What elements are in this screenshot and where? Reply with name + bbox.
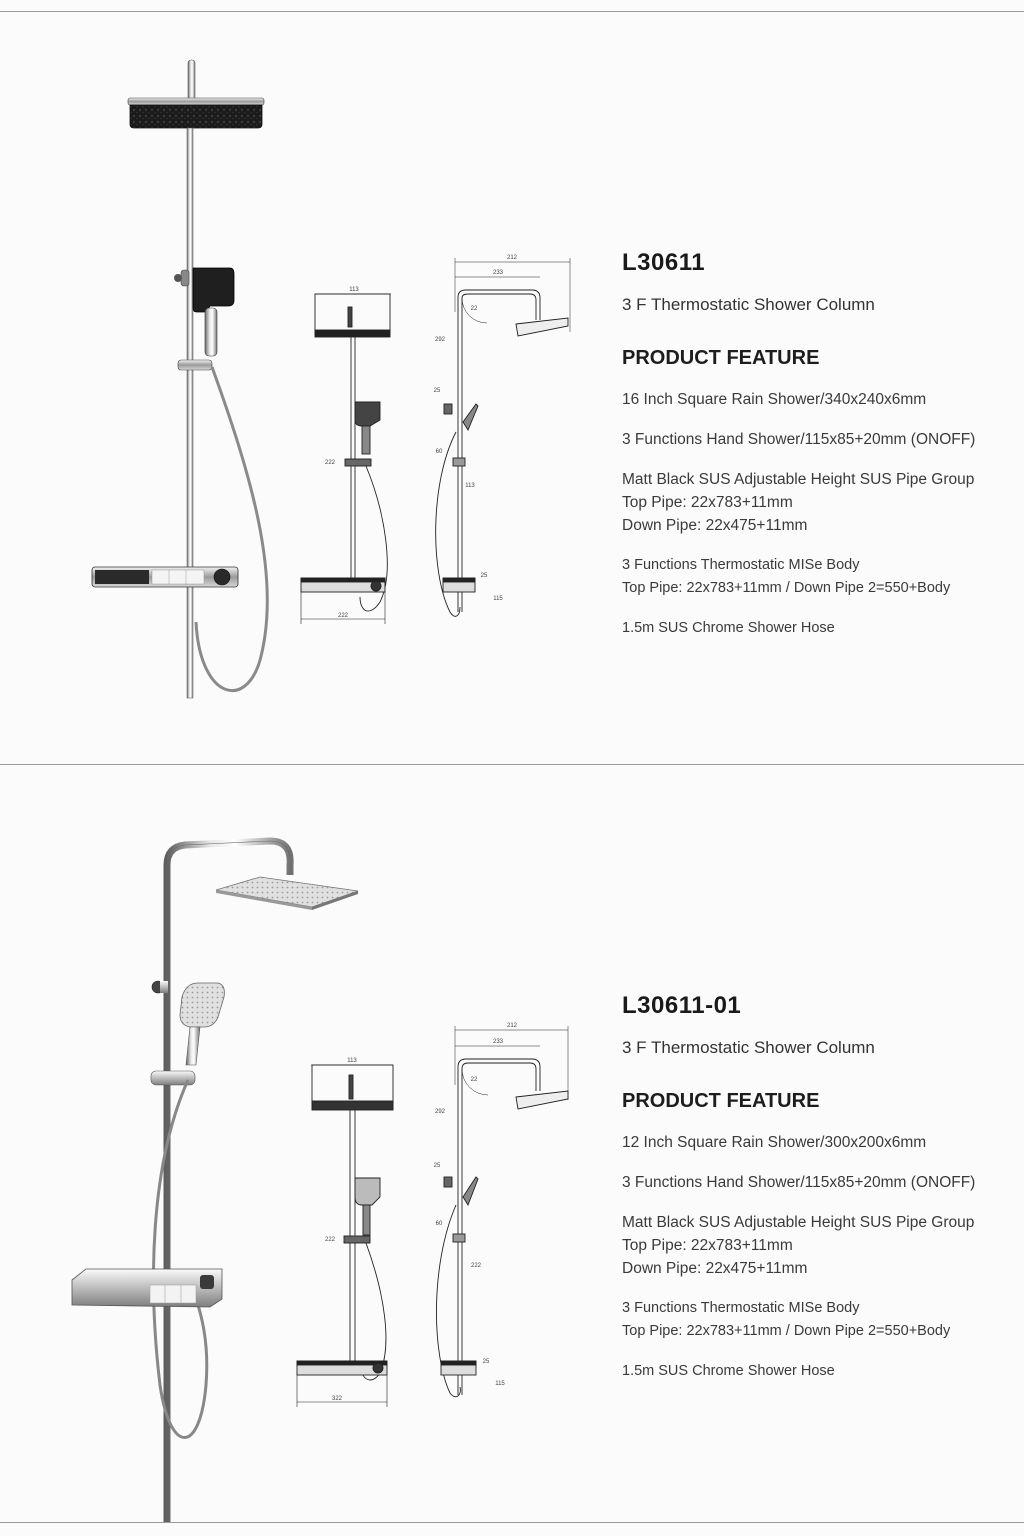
feature-line: 3 Functions Thermostatic MISe Body <box>622 1300 860 1317</box>
front-view-drawing <box>297 1058 393 1407</box>
rain-shower-head <box>130 105 262 128</box>
dim-front-top: 113 <box>347 1058 357 1064</box>
dim-side-d: 25 <box>482 1359 490 1365</box>
dim-side-arc: 22 <box>470 1077 478 1083</box>
product-section-l30611-01 <box>0 765 1024 1522</box>
feature-line: 3 Functions Hand Shower/115x85+20mm (ONOFF) <box>622 431 976 449</box>
feature-line: Down Pipe: 22x475+11mm <box>622 517 808 535</box>
rain-shower-head <box>216 877 358 907</box>
feature-heading: PRODUCT FEATURE <box>622 1090 820 1113</box>
dim-side-c: 222 <box>470 1263 482 1269</box>
dim-front-bottom: 322 <box>331 1396 343 1402</box>
feature-thermostatic-body <box>622 554 1017 600</box>
feature-hose <box>622 1360 1017 1383</box>
thermostatic-shelf <box>72 1269 222 1307</box>
dim-side-e: 115 <box>495 1381 505 1387</box>
dim-front-mid: 222 <box>324 460 336 466</box>
feature-heading: PRODUCT FEATURE <box>622 347 820 370</box>
feature-hand-shower <box>622 428 1017 451</box>
dim-side-arc: 22 <box>470 306 478 312</box>
product-model: L30611 <box>622 249 706 276</box>
shower-hose <box>196 367 267 691</box>
side-view-drawing <box>434 255 570 616</box>
hand-shower <box>180 983 224 1027</box>
feature-line: 16 Inch Square Rain Shower/340x240x6mm <box>622 391 927 409</box>
dim-side-left: 292 <box>434 1109 446 1115</box>
dim-side-c: 113 <box>465 483 475 489</box>
dim-side-d: 25 <box>480 573 488 579</box>
dim-side-top2: 233 <box>492 1039 504 1045</box>
feature-line: 3 Functions Thermostatic MISe Body <box>622 557 860 574</box>
dim-side-left: 292 <box>434 337 446 343</box>
dim-side-b: 60 <box>435 449 443 455</box>
product-illustration <box>0 765 600 1522</box>
dim-side-top: 212 <box>506 255 518 261</box>
feature-line: 1.5m SUS Chrome Shower Hose <box>622 1363 835 1380</box>
product-subtitle: 3 F Thermostatic Shower Column <box>622 1038 875 1057</box>
bottom-divider <box>0 1522 1024 1523</box>
feature-pipe-group <box>622 1211 1017 1280</box>
product-illustration <box>0 12 600 764</box>
product-info <box>622 251 1017 657</box>
feature-hand-shower <box>622 1171 1017 1194</box>
front-view-drawing <box>301 287 391 624</box>
feature-line: Down Pipe: 22x475+11mm <box>622 1260 808 1278</box>
product-model: L30611-01 <box>622 992 742 1019</box>
dim-front-mid: 222 <box>324 1237 336 1243</box>
product-section-l30611 <box>0 12 1024 764</box>
feature-list <box>622 1131 1017 1383</box>
feature-line: Top Pipe: 22x783+11mm <box>622 1237 793 1255</box>
side-view-drawing <box>434 1023 568 1397</box>
feature-line: Top Pipe: 22x783+11mm <box>622 494 793 512</box>
hand-shower <box>193 268 234 312</box>
feature-rain-shower <box>622 1131 1017 1154</box>
dim-side-top2: 233 <box>492 270 504 276</box>
feature-line: 12 Inch Square Rain Shower/300x200x6mm <box>622 1134 927 1152</box>
dim-side-top: 212 <box>506 1023 518 1029</box>
feature-rain-shower <box>622 388 1017 411</box>
feature-line: Matt Black SUS Adjustable Height SUS Pipe Group <box>622 471 975 489</box>
dim-side-a: 25 <box>433 388 441 394</box>
feature-line: Matt Black SUS Adjustable Height SUS Pipe Group <box>622 1214 975 1232</box>
product-subtitle: 3 F Thermostatic Shower Column <box>622 295 875 314</box>
feature-hose <box>622 617 1017 640</box>
product-info <box>622 994 1017 1400</box>
dim-side-a: 25 <box>433 1163 441 1169</box>
shower-column-photo <box>92 60 267 698</box>
dim-front-bottom: 222 <box>337 613 349 619</box>
feature-line: Top Pipe: 22x783+11mm / Down Pipe 2=550+Body <box>622 1323 951 1340</box>
feature-line: Top Pipe: 22x783+11mm / Down Pipe 2=550+Body <box>622 580 951 597</box>
shower-column-photo <box>72 841 358 1522</box>
feature-pipe-group <box>622 468 1017 537</box>
feature-list <box>622 388 1017 640</box>
feature-thermostatic-body <box>622 1297 1017 1343</box>
dim-front-top: 113 <box>349 287 359 293</box>
shower-hose <box>153 1080 206 1438</box>
dim-side-e: 115 <box>493 596 503 602</box>
feature-line: 3 Functions Hand Shower/115x85+20mm (ONOFF) <box>622 1174 976 1192</box>
dim-side-b: 60 <box>435 1221 443 1227</box>
feature-line: 1.5m SUS Chrome Shower Hose <box>622 620 835 637</box>
